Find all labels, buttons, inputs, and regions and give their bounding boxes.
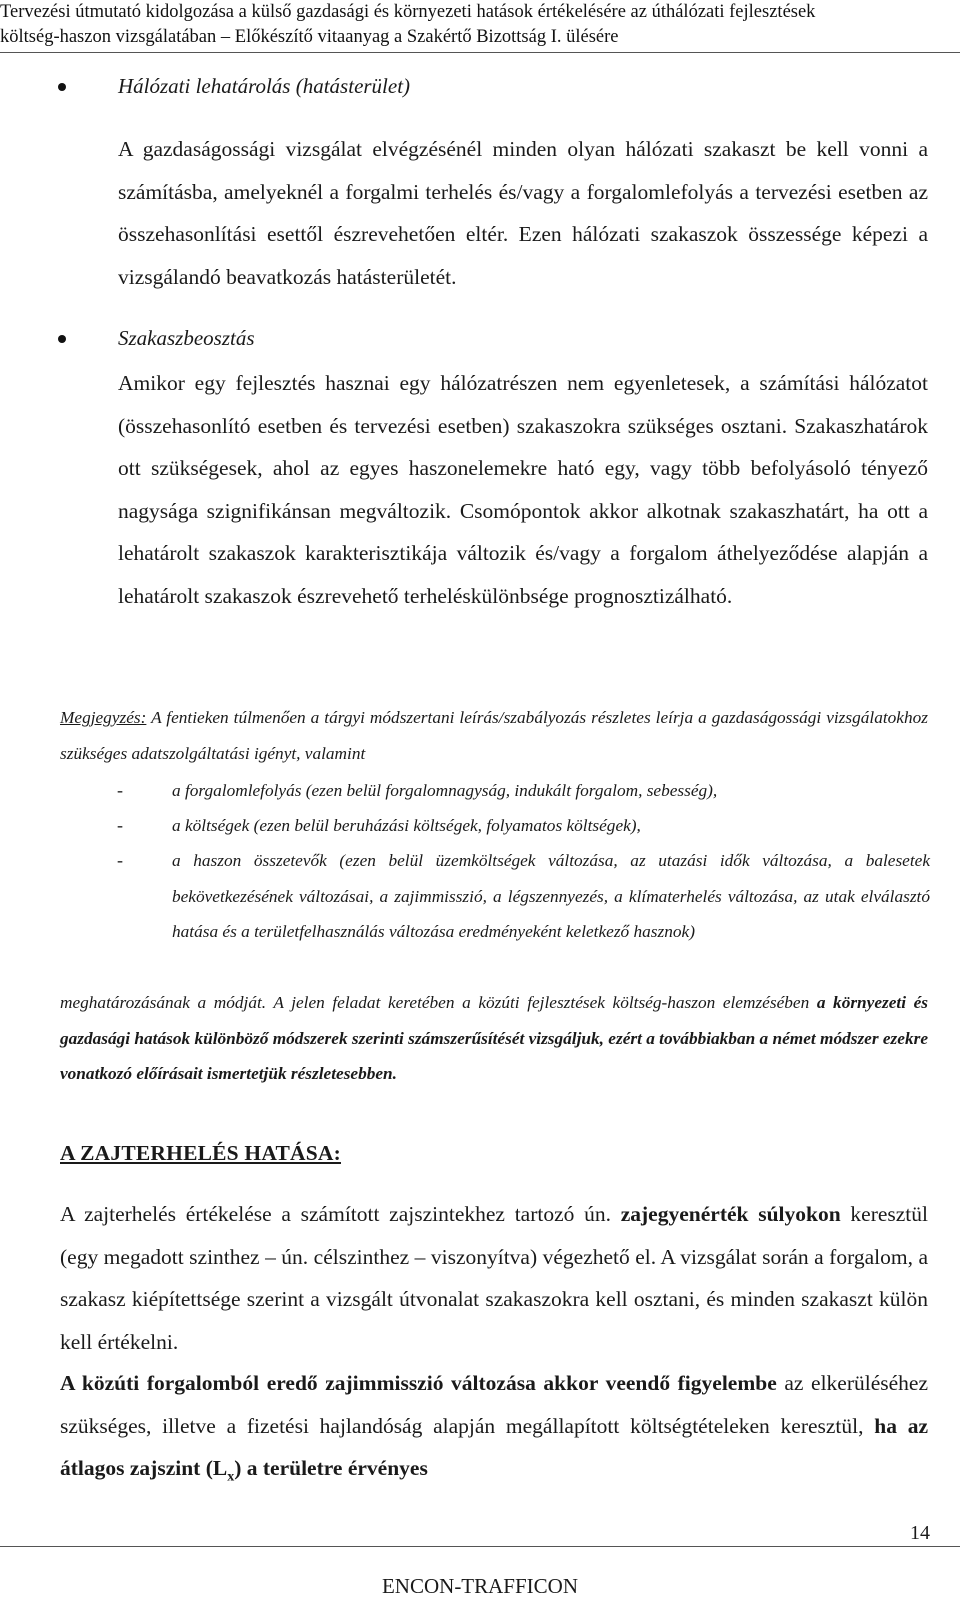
dash-bullet: - xyxy=(117,850,123,870)
note-closing xyxy=(60,985,928,1092)
list-item-text: a forgalomlefolyás (ezen belül forgalomnagyság, indukált forgalom, sebesség), xyxy=(172,781,718,800)
text-span: az elkerüléséhez szükséges, illetve a fizetési hajlandóság alapján megállapított költségtételeken keresztül, xyxy=(60,1371,928,1438)
note-intro-text: A fentieken túlmenően a tárgyi módszertani leírás/szabályozás részletes leírja a gazdaságossági vizsgálatokhoz szükséges adatszolgáltatási igényt, valamint xyxy=(60,708,928,763)
list-item-text: a haszon összetevők (ezen belül üzemköltségek változása, az utazási idők változása, a balesetek bekövetkezésének változásai, a zajimmisszió, a légszennyezés, a klímaterhelés változása, az utak elválasztó hatása és a területfelhasználás változása eredményeként keletkező hasznok) xyxy=(172,851,930,941)
list-item xyxy=(0,808,960,844)
paragraph-zajterheles-1 xyxy=(60,1193,928,1363)
paragraph-szakaszbeosztas: Amikor egy fejlesztés hasznai egy hálózatrészen nem egyenletesek, a számítási hálózatot (összehasonlító esetben és tervezési esetben) szakaszokra szükséges osztani. Szakaszhatárok ott szükségesek, ahol az egyes haszonelemekre ható egy, vagy több befolyásoló tényező nagysága szignifikánsan megváltozik. Csomópontok akkor alkotnak szakaszhatárt, ha ott a lehatárolt szakaszok karakterisztikája változik és/vagy a forgalom áthelyeződése alapján a lehatárolt szakaszok észrevehető terheléskülönbsége prognosztizálható. xyxy=(118,371,928,608)
text-span: A zajterhelés értékelése a számított zajszintekhez tartozó ún. xyxy=(60,1202,621,1226)
header-line-2: költség-haszon vizsgálatában – Előkészítő vitaanyag a Szakértő Bizottság I. ülésére xyxy=(0,27,619,47)
bold-span: ha az átlagos zajszint (L xyxy=(60,1413,928,1480)
section-title-halozati-lehatarolas: Hálózati lehatárolás (hatásterület) xyxy=(118,74,411,98)
bold-span: ) a területre érvényes xyxy=(234,1456,428,1480)
bold-span: A közúti forgalomból eredő zajimmisszió változása akkor veendő figyelembe xyxy=(60,1371,777,1395)
paragraph-zajterheles-2 xyxy=(60,1362,928,1499)
note-label: Megjegyzés: xyxy=(60,708,147,727)
text-span: keresztül (egy megadott szinthez – ún. célszinthez – viszonyítva) végezhető el. A vizsgálat során a forgalom, a szakasz kiépítettsége szerint a vizsgált útvonalat szakaszokra kell osztani, és minden szakaszt külön kell értékelni. xyxy=(60,1202,928,1354)
note-intro xyxy=(60,700,928,771)
bullet-icon xyxy=(58,83,66,91)
header-rule xyxy=(0,52,960,53)
footer-organization: ENCON-TRAFFICON xyxy=(381,1574,578,1598)
dash-bullet: - xyxy=(117,815,123,835)
list-item xyxy=(0,843,960,985)
bold-span: zajegyenérték súlyokon xyxy=(620,1202,841,1226)
dash-bullet: - xyxy=(117,780,123,800)
section-heading-zajterheles: A ZAJTERHELÉS HATÁSA: xyxy=(60,1141,341,1165)
bullet-icon xyxy=(58,335,66,343)
note-closing-text: meghatározásának a módját. A jelen feladat keretében a közúti fejlesztések költség-haszon elemzésében xyxy=(60,993,817,1012)
footer-rule xyxy=(0,1546,960,1547)
paragraph-halozati-lehatarolas: A gazdaságossági vizsgálat elvégzésénél minden olyan hálózati szakaszt be kell vonni a számításba, amelyeknél a forgalmi terhelés és/vagy a forgalomlefolyás a tervezési esetben az összehasonlítási esettől észrevehetően eltér. Ezen hálózati szakaszok összessége képezi a vizsgálandó beavatkozás hatásterületét. xyxy=(118,137,928,289)
list-item xyxy=(0,773,960,809)
note-closing-bold: a környezeti és gazdasági hatások különböző módszerek szerinti számszerűsítését vizsgáljuk, ezért a továbbiakban a német módszer ezekre vonatkozó előírásait ismertetjük részletesebben. xyxy=(60,993,928,1083)
section-title-szakaszbeosztas: Szakaszbeosztás xyxy=(118,326,255,350)
subscript: x xyxy=(227,1469,235,1485)
list-item-text: a költségek (ezen belül beruházási költségek, folyamatos költségek), xyxy=(172,816,641,835)
running-header xyxy=(0,0,960,50)
page-number: 14 xyxy=(910,1522,930,1544)
header-line-1: Tervezési útmutató kidolgozása a külső gazdasági és környezeti hatások értékelésére az úthálózati fejlesztések xyxy=(0,2,816,22)
